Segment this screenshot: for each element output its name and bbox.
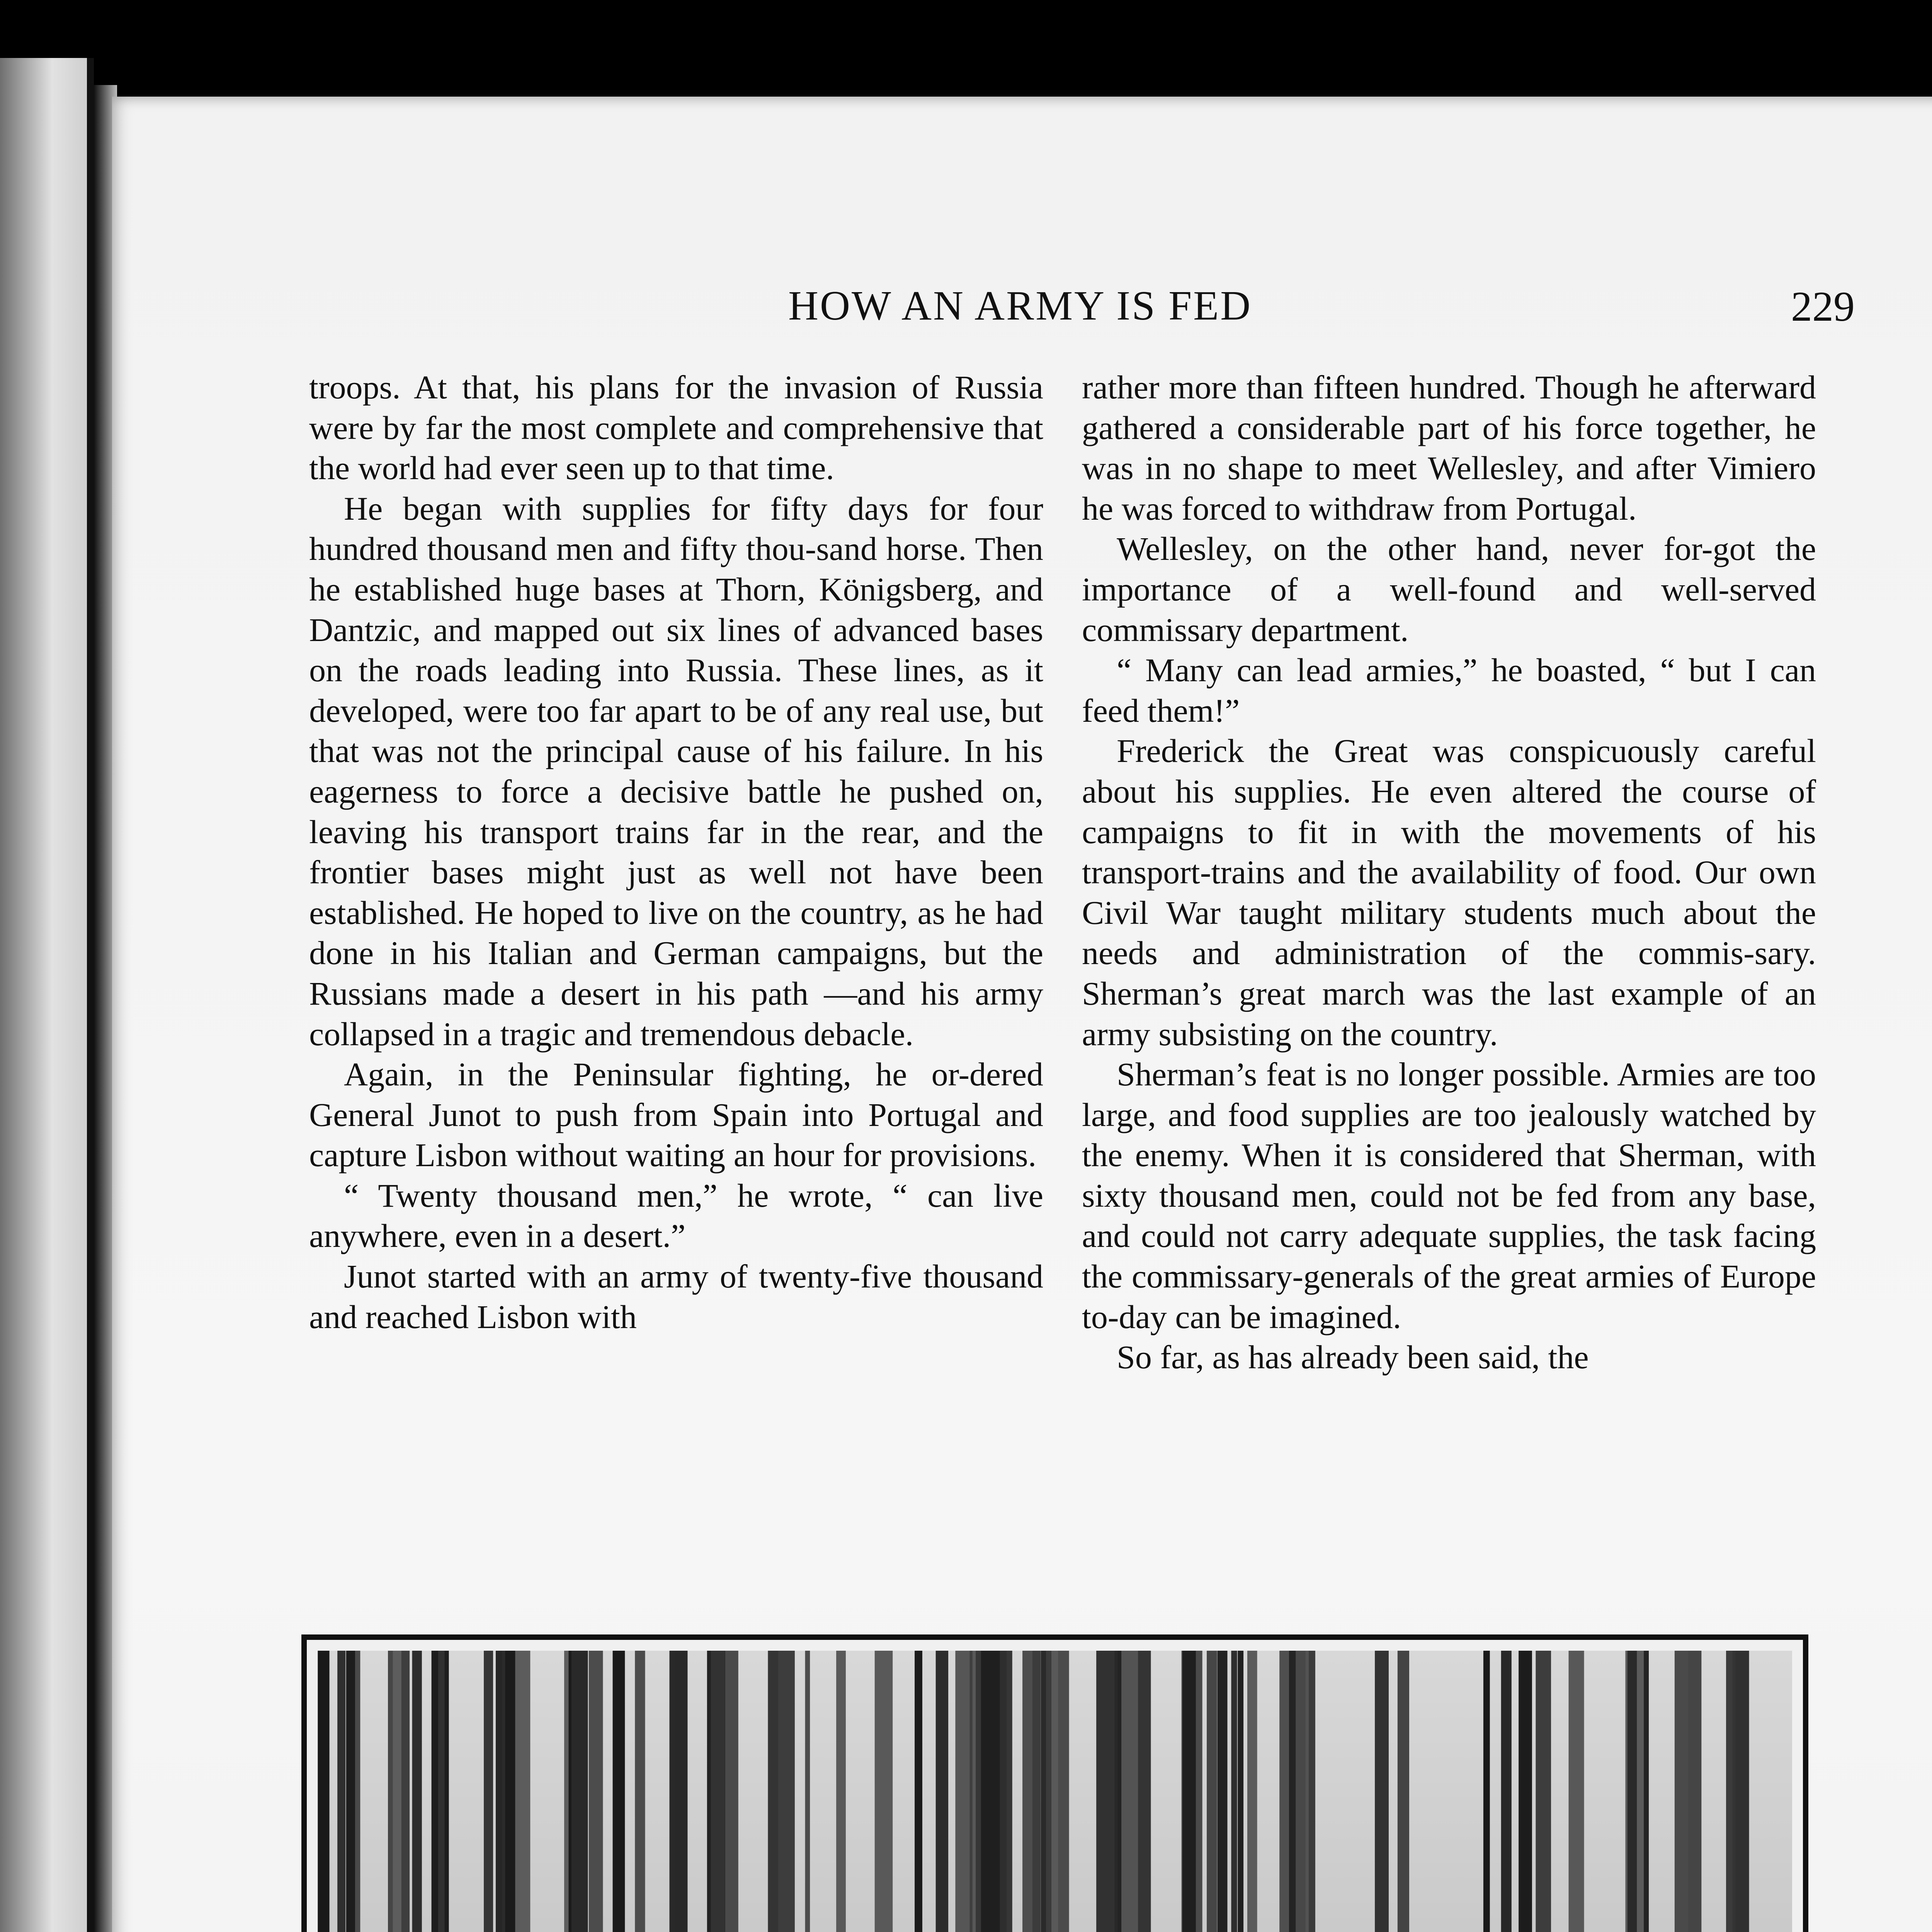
photo-frame (301, 1634, 1808, 1932)
tree-trunk (401, 1651, 410, 1932)
tree-trunk (1000, 1651, 1007, 1932)
tree-trunk (1022, 1651, 1033, 1932)
tree-trunk (955, 1651, 969, 1932)
paragraph: Sherman’s feat is no longer possible. Armies are too large, and food supplies are too jealously watched by the enemy. When it is considered that Sherman, with sixty thousand men, could not be fed from any base, and could not carry adequate supplies, the task facing the commissary-generals of the great armies of Europe to-day can be imagined. (1082, 1056, 1816, 1335)
tree-trunk (337, 1651, 345, 1932)
tree-trunk (569, 1651, 588, 1932)
tree-trunk (1096, 1651, 1114, 1932)
right-text-column (1082, 367, 1816, 1604)
paragraph: Again, in the Peninsular fighting, he or-dered General Junot to push from Spain into Portugal and capture Lisbon without waiting an hour for provisions. (309, 1056, 1043, 1174)
tree-trunk (1308, 1651, 1315, 1932)
tree-trunk (875, 1651, 893, 1932)
paragraph: So far, as has already been said, the (1117, 1338, 1589, 1376)
tree-trunk (1375, 1651, 1389, 1932)
paragraph: Wellesley, on the other hand, never for-got the importance of a well-found and well-served commissary department. (1082, 530, 1816, 648)
tree-trunk (515, 1651, 530, 1932)
tree-trunk (1121, 1651, 1140, 1932)
tree-trunk (393, 1651, 403, 1932)
tree-trunk (1238, 1651, 1243, 1932)
tree-trunk (1483, 1651, 1490, 1932)
tree-trunk (1207, 1651, 1217, 1932)
tree-trunk (1032, 1651, 1041, 1932)
tree-trunk (1568, 1651, 1584, 1932)
tree-trunk (1519, 1651, 1532, 1932)
paragraph: Frederick the Great was conspicuously careful about his supplies. He even altered the course of campaigns to fit in with the movements of his transport-trains and the availability of food. Our own Civil War taught military students much about the needs and administration of the commis-sary. Sherman’s great march was the last example of an army subsisting on the country. (1082, 732, 1816, 1053)
tree-trunk (836, 1651, 846, 1932)
tree-trunk (1231, 1651, 1237, 1932)
tree-trunk (805, 1651, 810, 1932)
tree-trunk (1138, 1651, 1151, 1932)
tree-trunk (589, 1651, 603, 1932)
tree-trunk (1279, 1651, 1289, 1932)
tree-trunk (318, 1651, 329, 1932)
paragraph: troops. At that, his plans for the invasion of Russia were by far the most complete and comprehensive that the world had ever seen up to that time. (309, 369, 1043, 487)
tree-trunk (1046, 1651, 1051, 1932)
tree-trunk (564, 1651, 568, 1932)
running-head: HOW AN ARMY IS FED (788, 283, 1252, 329)
tree-trunk (438, 1651, 445, 1932)
tree-trunk (613, 1651, 625, 1932)
tree-trunk (675, 1651, 687, 1932)
tree-trunk (1182, 1651, 1197, 1932)
tree-trunk (1196, 1651, 1202, 1932)
paragraph: Junot started with an army of twenty-five thousand and reached Lisbon with (309, 1258, 1043, 1335)
paragraph: “ Many can lead armies,” he boasted, “ but I can feed them!” (1082, 651, 1816, 729)
tree-trunk (1398, 1651, 1409, 1932)
tree-trunk (936, 1651, 948, 1932)
paragraph: He began with supplies for fifty days for four hundred thousand men and fifty thou-sand horse. Then he established huge bases at Thorn, Königsberg, and Dantzic, and mapped out six lines of advanced bases on the roads leading into Russia. These lines, as it developed, were too far apart to be of any real use, but that was not the principal cause of his failure. In his eagerness to force a decisive battle he pushed on, leaving his transport trains far in the rear, and the frontier bases might just as well not have been established. He hoped to live on the country, as he had done in his Italian and German campaigns, but the Russians made a desert in his path —and his army collapsed in a tragic and tremendous debacle. (309, 490, 1043, 1053)
tree-trunk (778, 1651, 795, 1932)
tree-trunk (981, 1651, 998, 1932)
tree-trunk (1501, 1651, 1512, 1932)
tree-trunk (346, 1651, 355, 1932)
tree-trunk (1218, 1651, 1228, 1932)
paragraph: “ Twenty thousand men,” he wrote, “ can live anywhere, even in a desert.” (309, 1177, 1043, 1255)
previous-page-edge (0, 58, 94, 1932)
tree-trunk (1675, 1651, 1688, 1932)
tree-trunk (1628, 1651, 1637, 1932)
tree-trunk (1736, 1651, 1749, 1932)
tree-trunk (1536, 1651, 1551, 1932)
tree-trunk (635, 1651, 645, 1932)
paragraph: rather more than fifteen hundred. Though he afterward gathered a considerable part of his force together, he was in no shape to meet Wellesley, and after Vimiero he was forced to withdraw from Portugal. (1082, 369, 1816, 527)
tree-trunk (915, 1651, 922, 1932)
tree-trunk (725, 1651, 738, 1932)
tree-trunk (1247, 1651, 1257, 1932)
page-number: 229 (1791, 283, 1855, 330)
tree-trunk (1058, 1651, 1069, 1932)
tree-trunk (412, 1651, 422, 1932)
tree-trunk (484, 1651, 493, 1932)
page-header (309, 282, 1855, 336)
left-text-column (309, 367, 1043, 1604)
tree-trunk (1289, 1651, 1296, 1932)
photograph (318, 1651, 1792, 1932)
